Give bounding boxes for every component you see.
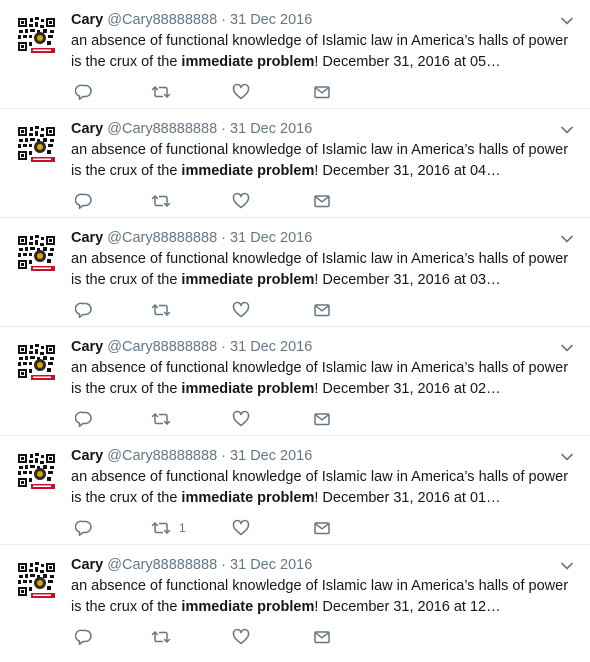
reply-button[interactable] xyxy=(75,301,93,319)
heart-icon xyxy=(232,519,250,537)
qr-code-avatar-icon xyxy=(17,452,57,492)
reply-icon xyxy=(75,192,93,210)
display-name[interactable]: Cary xyxy=(71,448,104,464)
tweet-date[interactable]: 31 Dec 2016 xyxy=(230,121,313,137)
user-handle[interactable]: @Cary88888888 xyxy=(107,448,218,464)
tweet-text xyxy=(71,140,581,182)
separator-dot: · xyxy=(221,230,231,246)
tweet-header xyxy=(71,555,312,575)
separator-dot: · xyxy=(221,448,231,464)
display-name[interactable]: Cary xyxy=(71,12,104,28)
qr-code-avatar-icon xyxy=(17,343,57,383)
tweet-actions xyxy=(75,410,345,428)
chevron-down-icon xyxy=(560,15,574,27)
retweet-icon xyxy=(151,628,171,646)
tweet[interactable] xyxy=(0,218,590,327)
tweet-text-part: an absence of functional knowledge of Islamic law in America’s halls of power is the crux of the xyxy=(71,360,569,397)
display-name[interactable]: Cary xyxy=(71,121,104,137)
reply-icon xyxy=(75,301,93,319)
heart-icon xyxy=(232,301,250,319)
direct-message-button[interactable] xyxy=(313,192,331,210)
separator-dot: · xyxy=(221,557,231,573)
tweet-text-tail: ! December 31, 2016 at 02… xyxy=(314,381,501,397)
tweet-header xyxy=(71,446,312,466)
separator-dot: · xyxy=(221,121,231,137)
tweet-menu-button[interactable] xyxy=(560,123,574,135)
like-button[interactable] xyxy=(232,410,250,428)
direct-message-button[interactable] xyxy=(313,83,331,101)
tweet-text xyxy=(71,31,581,73)
reply-icon xyxy=(75,83,93,101)
retweet-button[interactable] xyxy=(151,192,179,210)
qr-code-avatar-icon xyxy=(17,125,57,165)
retweet-icon xyxy=(151,192,171,210)
tweet-text-bold: immediate problem xyxy=(181,381,315,397)
tweet-text-tail: ! December 31, 2016 at 01… xyxy=(314,490,501,506)
direct-message-button[interactable] xyxy=(313,628,331,646)
user-handle[interactable]: @Cary88888888 xyxy=(107,12,218,28)
tweet[interactable] xyxy=(0,545,590,662)
avatar[interactable] xyxy=(17,561,57,601)
chevron-down-icon xyxy=(560,233,574,245)
avatar[interactable] xyxy=(17,125,57,165)
retweet-button[interactable] xyxy=(151,301,179,319)
like-button[interactable] xyxy=(232,519,250,537)
user-handle[interactable]: @Cary88888888 xyxy=(107,121,218,137)
qr-code-avatar-icon xyxy=(17,16,57,56)
retweet-button[interactable] xyxy=(151,410,179,428)
retweet-count: 1 xyxy=(179,521,186,535)
tweet-menu-button[interactable] xyxy=(560,450,574,462)
tweet[interactable] xyxy=(0,436,590,545)
tweet-text-bold: immediate problem xyxy=(181,54,315,70)
tweet-menu-button[interactable] xyxy=(560,14,574,26)
retweet-button[interactable] xyxy=(151,519,186,537)
tweet-text-part: an absence of functional knowledge of Islamic law in America’s halls of power is the crux of the xyxy=(71,33,569,70)
tweet-text-part: an absence of functional knowledge of Islamic law in America’s halls of power is the crux of the xyxy=(71,142,569,179)
direct-message-button[interactable] xyxy=(313,301,331,319)
chevron-down-icon xyxy=(560,342,574,354)
envelope-icon xyxy=(313,410,331,428)
avatar[interactable] xyxy=(17,234,57,274)
tweet-actions xyxy=(75,301,345,319)
tweet-text xyxy=(71,358,581,400)
reply-button[interactable] xyxy=(75,519,93,537)
avatar[interactable] xyxy=(17,452,57,492)
chevron-down-icon xyxy=(560,124,574,136)
retweet-icon xyxy=(151,83,171,101)
direct-message-button[interactable] xyxy=(313,410,331,428)
tweet-date[interactable]: 31 Dec 2016 xyxy=(230,448,313,464)
chevron-down-icon xyxy=(560,451,574,463)
tweet-actions xyxy=(75,192,345,210)
tweet-text xyxy=(71,249,581,291)
chevron-down-icon xyxy=(560,560,574,572)
separator-dot: · xyxy=(221,12,231,28)
tweet-text-tail: ! December 31, 2016 at 04… xyxy=(314,163,501,179)
tweet-text-tail: ! December 31, 2016 at 12… xyxy=(314,599,501,615)
tweet-text-part: an absence of functional knowledge of Islamic law in America’s halls of power is the crux of the xyxy=(71,578,569,615)
tweet-text-part: an absence of functional knowledge of Islamic law in America’s halls of power is the crux of the xyxy=(71,469,569,506)
like-button[interactable] xyxy=(232,83,250,101)
tweet-date[interactable]: 31 Dec 2016 xyxy=(230,12,313,28)
retweet-button[interactable] xyxy=(151,83,179,101)
reply-icon xyxy=(75,628,93,646)
tweet-header xyxy=(71,337,312,357)
reply-button[interactable] xyxy=(75,628,93,646)
user-handle[interactable]: @Cary88888888 xyxy=(107,339,218,355)
envelope-icon xyxy=(313,83,331,101)
tweet-text-part: an absence of functional knowledge of Islamic law in America’s halls of power is the crux of the xyxy=(71,251,569,288)
tweet[interactable] xyxy=(0,327,590,436)
retweet-icon xyxy=(151,410,171,428)
tweet-menu-button[interactable] xyxy=(560,559,574,571)
heart-icon xyxy=(232,410,250,428)
tweet-text-bold: immediate problem xyxy=(181,163,315,179)
like-button[interactable] xyxy=(232,628,250,646)
user-handle[interactable]: @Cary88888888 xyxy=(107,230,218,246)
envelope-icon xyxy=(313,301,331,319)
separator-dot: · xyxy=(221,339,231,355)
tweet-actions xyxy=(75,628,345,646)
display-name[interactable]: Cary xyxy=(71,230,104,246)
like-button[interactable] xyxy=(232,301,250,319)
tweet-text-tail: ! December 31, 2016 at 03… xyxy=(314,272,501,288)
tweet-date[interactable]: 31 Dec 2016 xyxy=(230,557,313,573)
qr-code-avatar-icon xyxy=(17,561,57,601)
heart-icon xyxy=(232,192,250,210)
retweet-icon xyxy=(151,301,171,319)
qr-code-avatar-icon xyxy=(17,234,57,274)
heart-icon xyxy=(232,83,250,101)
reply-button[interactable] xyxy=(75,192,93,210)
avatar[interactable] xyxy=(17,16,57,56)
direct-message-button[interactable] xyxy=(313,519,331,537)
tweet[interactable] xyxy=(0,0,590,109)
tweet-text-tail: ! December 31, 2016 at 05… xyxy=(314,54,501,70)
heart-icon xyxy=(232,628,250,646)
tweet-menu-button[interactable] xyxy=(560,232,574,244)
tweet-text-bold: immediate problem xyxy=(181,490,315,506)
tweet-actions xyxy=(75,519,345,537)
user-handle[interactable]: @Cary88888888 xyxy=(107,557,218,573)
tweet-date[interactable]: 31 Dec 2016 xyxy=(230,230,313,246)
tweet-text xyxy=(71,467,581,509)
envelope-icon xyxy=(313,192,331,210)
tweet[interactable] xyxy=(0,109,590,218)
avatar[interactable] xyxy=(17,343,57,383)
tweet-header xyxy=(71,10,312,30)
tweet-text xyxy=(71,576,581,618)
tweet-text-bold: immediate problem xyxy=(181,599,315,615)
display-name[interactable]: Cary xyxy=(71,339,104,355)
tweet-date[interactable]: 31 Dec 2016 xyxy=(230,339,313,355)
display-name[interactable]: Cary xyxy=(71,557,104,573)
reply-button[interactable] xyxy=(75,83,93,101)
retweet-button[interactable] xyxy=(151,628,179,646)
reply-icon xyxy=(75,519,93,537)
tweet-actions xyxy=(75,83,345,101)
envelope-icon xyxy=(313,628,331,646)
tweet-header xyxy=(71,119,312,139)
retweet-icon xyxy=(151,519,171,537)
envelope-icon xyxy=(313,519,331,537)
reply-button[interactable] xyxy=(75,410,93,428)
tweet-text-bold: immediate problem xyxy=(181,272,315,288)
like-button[interactable] xyxy=(232,192,250,210)
reply-icon xyxy=(75,410,93,428)
tweet-header xyxy=(71,228,312,248)
tweet-menu-button[interactable] xyxy=(560,341,574,353)
